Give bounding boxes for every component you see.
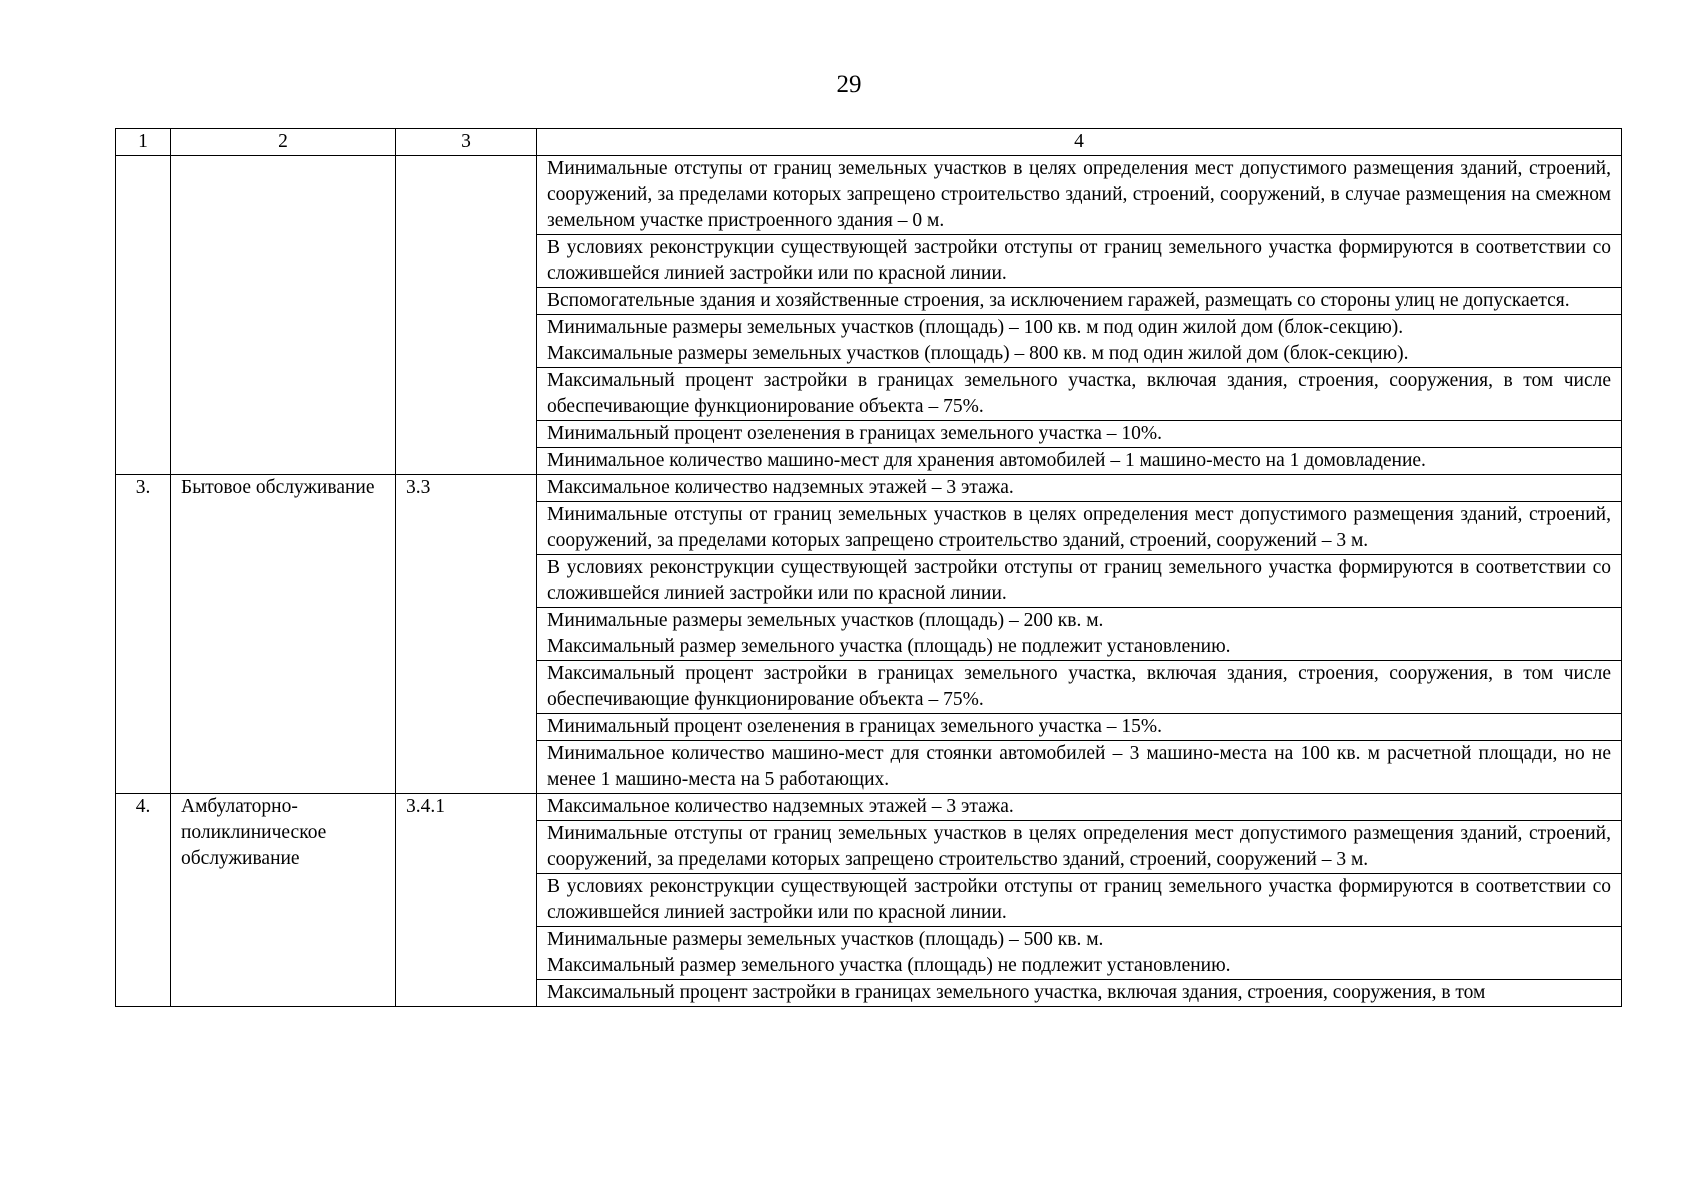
regulation-text <box>537 315 1622 368</box>
regulation-line: Максимальный размер земельного участка (площадь) не подлежит установлению. <box>547 636 1231 657</box>
table-row <box>116 156 1622 235</box>
cell-name <box>171 156 396 475</box>
regulation-line: Минимальные размеры земельных участков (площадь) – 200 кв. м. <box>547 610 1104 631</box>
regulation-text: В условиях реконструкции существующей застройки отступы от границ земельного участка формируются в соответствии со сложившейся линией застройки или по красной линии. <box>537 874 1622 927</box>
cell-num <box>116 156 171 475</box>
regulations-table <box>115 128 1622 1007</box>
regulation-text: В условиях реконструкции существующей застройки отступы от границ земельного участка формируются в соответствии со сложившейся линией застройки или по красной линии. <box>537 555 1622 608</box>
column-header-1: 1 <box>116 129 171 156</box>
table-row <box>116 475 1622 502</box>
regulation-line: Минимальные размеры земельных участков (площадь) – 500 кв. м. <box>547 929 1104 950</box>
regulation-text: Минимальный процент озеленения в границах земельного участка – 15%. <box>537 714 1622 741</box>
use-type-name: Амбулаторно-поликлиническое обслуживание <box>171 794 396 1007</box>
regulation-line: Максимальный размер земельного участка (площадь) не подлежит установлению. <box>547 955 1231 976</box>
regulation-text: Максимальное количество надземных этажей – 3 этажа. <box>537 794 1622 821</box>
row-number: 3. <box>116 475 171 794</box>
regulation-line: Минимальные размеры земельных участков (площадь) – 100 кв. м под один жилой дом (блок-секцию). <box>547 317 1404 338</box>
regulation-text: Максимальный процент застройки в границах земельного участка, включая здания, строения, сооружения, в том числе обеспечивающие функционирование объекта – 75%. <box>537 661 1622 714</box>
regulation-text: Максимальное количество надземных этажей – 3 этажа. <box>537 475 1622 502</box>
use-type-code: 3.4.1 <box>396 794 537 1007</box>
regulation-text <box>537 608 1622 661</box>
regulation-text: Вспомогательные здания и хозяйственные строения, за исключением гаражей, размещать со стороны улиц не допускается. <box>537 288 1622 315</box>
regulation-text: Минимальное количество машино-мест для хранения автомобилей – 1 машино-место на 1 домовладение. <box>537 448 1622 475</box>
header-row <box>116 129 1622 156</box>
page-number: 29 <box>836 71 862 98</box>
column-header-4: 4 <box>537 129 1622 156</box>
cell-code <box>396 156 537 475</box>
regulation-text: Минимальный процент озеленения в границах земельного участка – 10%. <box>537 421 1622 448</box>
column-header-3: 3 <box>396 129 537 156</box>
column-header-2: 2 <box>171 129 396 156</box>
regulation-text: Минимальное количество машино-мест для стоянки автомобилей – 3 машино-места на 100 кв. м расчетной площади, но не менее 1 машино-места на 5 работающих. <box>537 741 1622 794</box>
regulation-text <box>537 927 1622 980</box>
regulation-text: В условиях реконструкции существующей застройки отступы от границ земельного участка формируются в соответствии со сложившейся линией застройки или по красной линии. <box>537 235 1622 288</box>
use-type-code: 3.3 <box>396 475 537 794</box>
regulation-line: Максимальные размеры земельных участков (площадь) – 800 кв. м под один жилой дом (блок-секцию). <box>547 343 1409 364</box>
regulation-text: Минимальные отступы от границ земельных участков в целях определения мест допустимого размещения зданий, строений, сооружений, за пределами которых запрещено строительство зданий, строений, сооружений, в случае размещения на смежном земельном участке пристроенного здания – 0 м. <box>537 156 1622 235</box>
regulation-text: Максимальный процент застройки в границах земельного участка, включая здания, строения, сооружения, в том <box>537 980 1622 1007</box>
regulation-text: Минимальные отступы от границ земельных участков в целях определения мест допустимого размещения зданий, строений, сооружений, за пределами которых запрещено строительство зданий, строений, сооружений – 3 м. <box>537 502 1622 555</box>
regulation-text: Минимальные отступы от границ земельных участков в целях определения мест допустимого размещения зданий, строений, сооружений, за пределами которых запрещено строительство зданий, строений, сооружений – 3 м. <box>537 821 1622 874</box>
regulation-text: Максимальный процент застройки в границах земельного участка, включая здания, строения, сооружения, в том числе обеспечивающие функционирование объекта – 75%. <box>537 368 1622 421</box>
table-row <box>116 794 1622 821</box>
use-type-name: Бытовое обслуживание <box>171 475 396 794</box>
row-number: 4. <box>116 794 171 1007</box>
